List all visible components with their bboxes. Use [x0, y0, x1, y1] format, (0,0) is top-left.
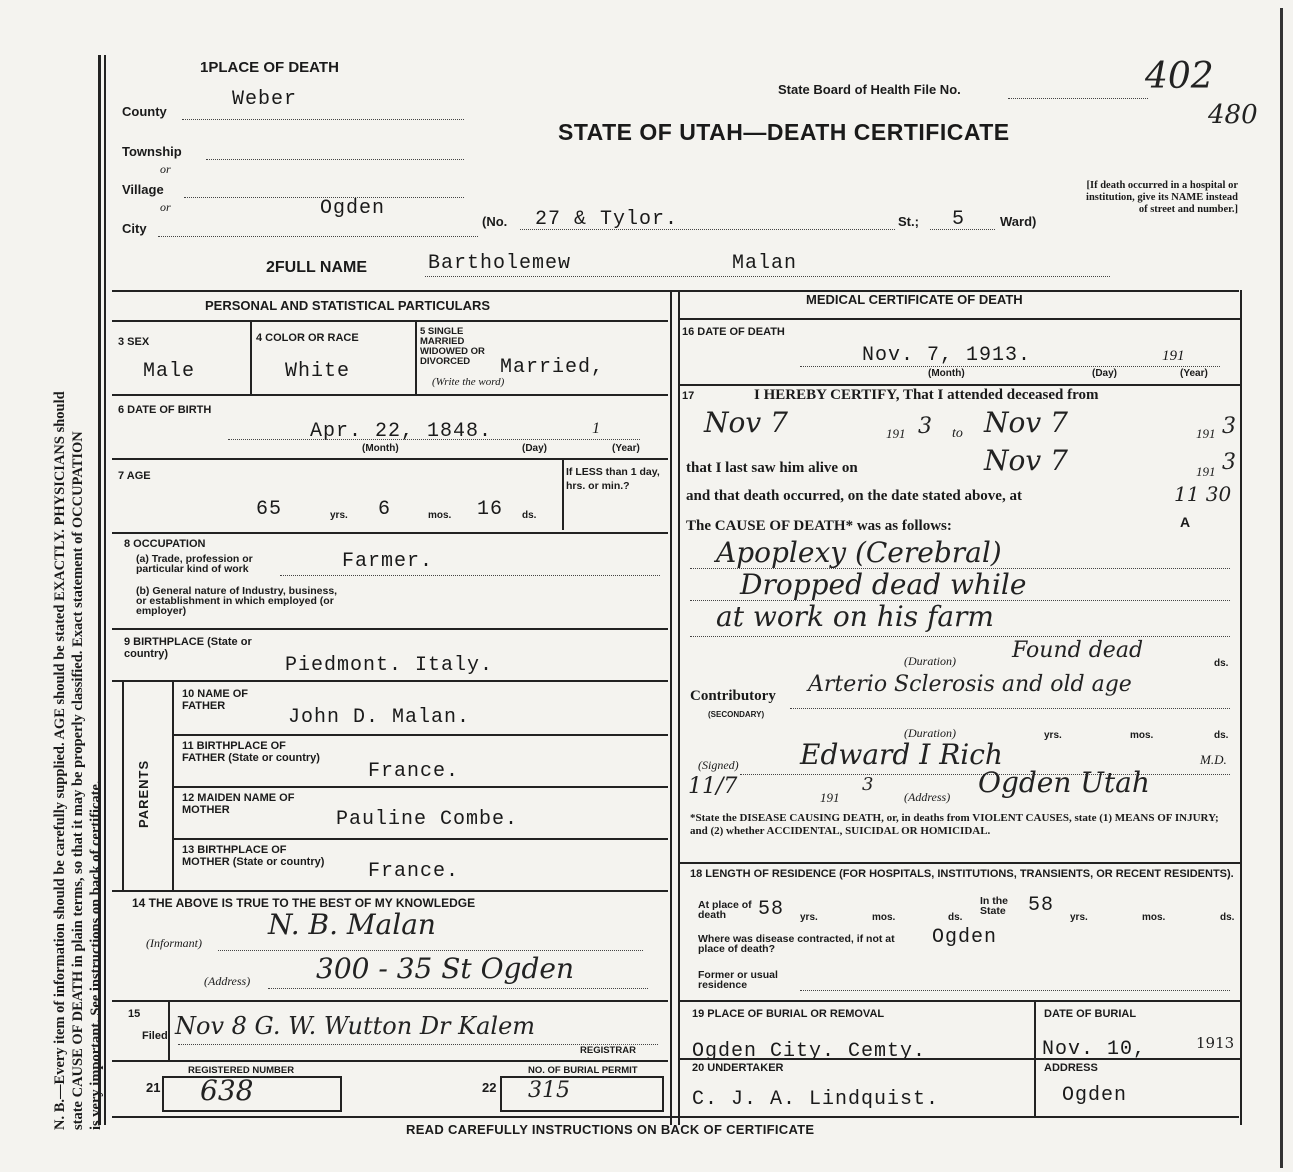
burial-permit-label: NO. OF BURIAL PERMIT [528, 1065, 638, 1076]
registrar-label: REGISTRAR [580, 1045, 636, 1056]
registered-number-label: REGISTERED NUMBER [188, 1065, 295, 1076]
township-label: Township [122, 144, 182, 159]
burial-permit-value: 315 [528, 1078, 570, 1103]
last-saw-text: that I last saw him alive on [686, 460, 858, 476]
cause-line-3: at work on his farm [716, 600, 994, 633]
medical-heading: MEDICAL CERTIFICATE OF DEATH [806, 292, 1023, 307]
father-birthplace-label: 11 BIRTHPLACE OF FATHER (State or country) [182, 740, 320, 764]
last-saw-year: 3 [1222, 450, 1236, 475]
residence-label: 18 LENGTH OF RESIDENCE (FOR HOSPITALS, INSTITUTIONS, TRANSIENTS, OR RECENT RESIDENTS). [690, 868, 1234, 880]
burial-place-label: 19 PLACE OF BURIAL OR REMOVAL [692, 1008, 885, 1020]
duration2-yrs: yrs. [1044, 730, 1062, 741]
marital-note: (Write the word) [432, 376, 505, 388]
father-birthplace-value: France. [368, 760, 460, 783]
age-mos-label: mos. [428, 510, 452, 521]
attend-to: Nov 7 [984, 406, 1068, 439]
burial-year: 1913 [1196, 1034, 1235, 1052]
undertaker-address-label: ADDRESS [1044, 1062, 1098, 1074]
file-number-label: State Board of Health File No. [778, 82, 961, 97]
birthplace-value: Piedmont. Italy. [285, 654, 494, 677]
former-residence-label: Former or usual residence [698, 969, 778, 991]
at-place-years: 58 [758, 898, 785, 921]
in-state-ds: ds. [1220, 912, 1235, 923]
occupation-b: (b) General nature of Industry, business, or establishment in which employed (or employer) [136, 585, 338, 617]
mother-birthplace-value: France. [368, 860, 460, 883]
occupation-value: Farmer. [342, 550, 434, 573]
sex-value: Male [143, 360, 196, 383]
sign-address-value: Ogden Utah [978, 766, 1150, 799]
full-name-label: 2FULL NAME [266, 259, 368, 276]
dod-day-label: (Day) [1092, 368, 1118, 379]
undertaker-value: C. J. A. Lindquist. [692, 1088, 940, 1111]
sign-address-label: (Address) [904, 790, 951, 804]
undertaker-address-value: Ogden [1062, 1084, 1128, 1107]
county-label: County [122, 104, 167, 119]
in-state-label: In the State [980, 895, 1008, 917]
duration2-mos: mos. [1130, 730, 1154, 741]
sex-label: 3 SEX [118, 336, 150, 348]
dod-year-label: (Year) [1180, 368, 1208, 379]
color-label: 4 COLOR OR RACE [256, 332, 359, 344]
personal-heading: PERSONAL AND STATISTICAL PARTICULARS [205, 298, 491, 313]
footer-instructions: READ CAREFULLY INSTRUCTIONS ON BACK OF CERTIFICATE [406, 1122, 815, 1137]
secondary-label: (SECONDARY) [708, 710, 765, 719]
registered-number-value: 638 [200, 1074, 254, 1107]
city-value: Ogden [320, 197, 386, 220]
city-label: City [122, 221, 147, 236]
color-value: White [285, 360, 351, 383]
occupation-label: 8 OCCUPATION [124, 538, 206, 550]
burial-permit-box [500, 1076, 664, 1112]
contracted-label: Where was disease contracted, if not at place of death? [698, 933, 895, 955]
death-time: 11 30 [1174, 482, 1232, 506]
at-place-mos: mos. [872, 912, 896, 923]
informant-address-value: 300 - 35 St Ogden [316, 952, 574, 985]
age-months: 6 [378, 498, 392, 521]
file-number: 402 [1145, 56, 1214, 97]
at-place-ds: ds. [948, 912, 963, 923]
time-suffix: A [1180, 514, 1191, 530]
dob-month-label: (Month) [362, 443, 399, 454]
registered-number-box [162, 1076, 342, 1112]
center-divider [670, 290, 672, 1125]
in-state-years: 58 [1028, 894, 1055, 917]
attend-from-year: 3 [918, 414, 932, 439]
signed-label: (Signed) [698, 758, 739, 772]
in-state-mos: mos. [1142, 912, 1166, 923]
village-label: Village [122, 182, 164, 197]
cause-footnote: *State the DISEASE CAUSING DEATH, or, in deaths from VIOLENT CAUSES, state (1) MEANS OF INJURY; and (2) whether ACCIDENTAL, SUICIDAL OR HOMICIDAL. [690, 812, 1219, 837]
burial-date-value: Nov. 10, [1042, 1038, 1147, 1061]
dod-year-blank: 191 [1162, 348, 1185, 364]
less-than-note: If LESS than 1 day, hrs. or min.? [566, 466, 660, 492]
occupation-a: (a) Trade, profession or particular kind of work [136, 553, 253, 575]
age-yrs-label: yrs. [330, 510, 348, 521]
dob-value: Apr. 22, 1848. [310, 420, 493, 443]
section-top-line [112, 290, 1239, 292]
date-of-death-value: Nov. 7, 1913. [862, 344, 1032, 367]
death-occurred-text: and that death occurred, on the date stated above, at [686, 488, 1022, 504]
mother-birthplace-label: 13 BIRTHPLACE OF MOTHER (State or country) [182, 844, 325, 868]
signed-suffix: M.D. [1200, 752, 1227, 767]
place-of-death-heading: 1PLACE OF DEATH [200, 59, 339, 76]
mother-name-value: Pauline Combe. [336, 808, 519, 831]
sign-date: 11/7 [688, 774, 738, 799]
dob-blank: 1 [592, 420, 600, 437]
filed-number: 15 [128, 1008, 141, 1020]
certify-text: I HEREBY CERTIFY, That I attended deceased from [754, 387, 1099, 403]
cause-label: The CAUSE OF DEATH* was as follows: [686, 518, 952, 534]
last-name: Malan [732, 252, 798, 275]
undertaker-label: 20 UNDERTAKER [692, 1062, 784, 1074]
at-place-label: At place of death [698, 899, 752, 921]
filed-value: Nov 8 G. W. Wutton Dr Kalem [175, 1012, 536, 1040]
marital-value: Married, [500, 356, 605, 379]
sign-year: 3 [862, 774, 874, 795]
dob-year-label: (Year) [612, 443, 640, 454]
burial-place-value: Ogden City. Cemty. [692, 1040, 927, 1063]
right-inner-border [1240, 290, 1242, 1125]
file-number-alt: 480 [1208, 100, 1258, 130]
burial-permit-prefix: 22 [482, 1080, 497, 1095]
margin-note-1: N. B.—Every item of information should be carefully supplied. AGE should be stated EXACTLY. PHYSICIANS should [52, 391, 68, 1130]
registered-number-prefix: 21 [146, 1080, 161, 1095]
item-17: 17 [682, 390, 695, 402]
burial-date-label: DATE OF BURIAL [1044, 1008, 1137, 1020]
hospital-note: [If death occurred in a hospital or institution, give its NAME instead of street and number.] [1086, 180, 1238, 215]
left-border-inner [104, 55, 106, 1125]
duration-label-2: (Duration) [904, 726, 956, 740]
sign-year-191: 191 [820, 790, 840, 805]
filed-label: Filed [142, 1030, 168, 1042]
left-border [98, 55, 101, 1125]
or-1: or [160, 162, 171, 176]
duration-ds: ds. [1214, 658, 1229, 669]
duration2-ds: ds. [1214, 730, 1229, 741]
contributory-label: Contributory [690, 688, 776, 704]
duration-label-1: (Duration) [904, 654, 956, 668]
street-no-label: (No. [482, 214, 508, 229]
father-name-value: John D. Malan. [288, 706, 471, 729]
dob-day-label: (Day) [522, 443, 548, 454]
street-label: St.; [898, 214, 919, 229]
first-name: Bartholemew [428, 252, 572, 275]
county-value: Weber [232, 88, 298, 111]
attend-to-191: 191 [1196, 426, 1216, 441]
informant-address-label: (Address) [204, 974, 251, 988]
attend-from: Nov 7 [704, 406, 788, 439]
informant-value: N. B. Malan [268, 908, 436, 941]
last-saw-191: 191 [1196, 464, 1216, 479]
cause-line-1: Apoplexy (Cerebral) [716, 536, 1002, 569]
duration-value: Found dead [1012, 638, 1144, 663]
contracted-value: Ogden [932, 926, 998, 949]
right-border [1280, 8, 1283, 1168]
ward-label: Ward) [1000, 214, 1037, 229]
marital-label: 5 SINGLE MARRIED WIDOWED OR DIVORCED [420, 326, 485, 367]
dod-month-label: (Month) [928, 368, 965, 379]
certificate-title: STATE OF UTAH—DEATH CERTIFICATE [558, 119, 1010, 145]
last-saw-value: Nov 7 [984, 444, 1068, 477]
mother-name-label: 12 MAIDEN NAME OF MOTHER [182, 792, 295, 816]
parents-label: PARENTS [136, 759, 151, 828]
father-name-label: 10 NAME OF FATHER [182, 688, 249, 712]
attend-to-year: 3 [1222, 414, 1236, 439]
or-2: or [160, 200, 171, 214]
contributory-value: Arterio Sclerosis and old age [808, 672, 1132, 697]
margin-note-2: state CAUSE OF DEATH in plain terms, so that it may be properly classified. Exact statement of OCCUPATION [70, 431, 86, 1130]
date-of-death-label: 16 DATE OF DEATH [682, 326, 785, 338]
age-days: 16 [477, 498, 504, 521]
at-place-yrs: yrs. [800, 912, 818, 923]
dob-label: 6 DATE OF BIRTH [118, 404, 212, 416]
ward-value: 5 [952, 208, 966, 231]
birthplace-label: 9 BIRTHPLACE (State or country) [124, 636, 252, 660]
cause-line-2: Dropped dead while [740, 568, 1027, 601]
margin-note-3: is very important. See instructions on back of certificate. [88, 780, 104, 1130]
age-years: 65 [256, 498, 283, 521]
age-ds-label: ds. [522, 510, 537, 521]
street-value: 27 & Tylor. [535, 208, 679, 231]
in-state-yrs: yrs. [1070, 912, 1088, 923]
true-statement: 14 THE ABOVE IS TRUE TO THE BEST OF MY KNOWLEDGE [132, 896, 476, 910]
to-label: to [952, 426, 963, 441]
age-label: 7 AGE [118, 470, 151, 482]
attend-from-191: 191 [886, 426, 906, 441]
informant-label: (Informant) [146, 936, 202, 950]
signed-value: Edward I Rich [800, 738, 1003, 771]
